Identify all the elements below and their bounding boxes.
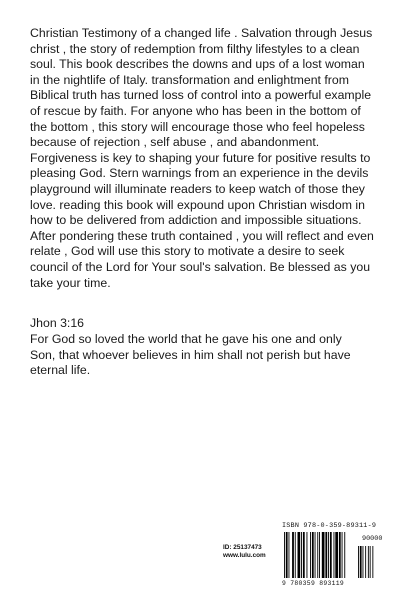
barcode-bar	[303, 532, 305, 578]
barcode-bar	[284, 532, 285, 578]
barcode-bar	[330, 532, 332, 578]
verse-reference: Jhon 3:16	[30, 316, 85, 330]
book-blurb: Christian Testimony of a changed life . Salvation through Jesus christ , the story of redemption from filthy lifestyles to a clean soul. This book describes the downs and ups of a lost woman in the nightlife of Italy. transformation and enlightment from Biblical truth has turned loss of control into a powerful example of rescue by faith. For anyone who has been in the bottom of the bottom , this story will encourage those who feel hopeless because of rejection , self abuse , and abandonment. Forgiveness is key to shaping your future for positive results to pleasing God. Stern warnings from an experience in the devils playground will illuminate readers to keep watch of those they love. reading this book will expound upon Christian wisdom in how to be delivered from addiction and impossible situations. After pondering these truth contained , you will reflect and even relate , God will use this story to motivate a desire to seek council of the Lord for Your soul's salvation. Be blessed as you take your time.	[30, 26, 374, 290]
publisher-id: ID: 25137473	[223, 544, 262, 551]
price-code: 90000	[362, 535, 383, 543]
isbn-label: ISBN 978-0-359-89311-9	[282, 522, 377, 530]
barcode-bar	[325, 532, 327, 578]
barcode-bar	[289, 532, 290, 578]
barcode-bar	[295, 532, 296, 578]
addon-barcode-bar	[368, 546, 369, 578]
barcode-digits: 9 780359 893119	[282, 580, 345, 587]
addon-barcode-bar	[358, 546, 359, 578]
addon-barcode-bar	[365, 546, 366, 578]
barcode-bars	[282, 532, 377, 580]
addon-barcode-bar	[372, 546, 373, 578]
barcode-bar	[315, 532, 316, 578]
barcode-bar	[312, 532, 314, 578]
verse-text: For God so loved the world that he gave his one and only Son, that whoever believes in him shall not perish but have eternal life.	[30, 332, 351, 378]
barcode-bar	[286, 532, 288, 578]
barcode-bar	[298, 532, 301, 578]
barcode-bar	[335, 532, 338, 578]
addon-barcode-bar	[370, 546, 371, 578]
barcode-bar	[307, 532, 308, 578]
barcode-bar	[328, 532, 329, 578]
barcode-bar	[342, 532, 343, 578]
publisher-website: www.lulu.com	[223, 552, 266, 559]
isbn-barcode	[282, 522, 383, 588]
barcode-bar	[319, 532, 320, 578]
barcode-bar	[292, 532, 294, 578]
addon-barcode-bar	[363, 546, 364, 578]
publisher-block	[223, 544, 271, 560]
barcode-bar	[339, 532, 341, 578]
barcode-bar	[301, 532, 302, 578]
barcode-bar	[310, 532, 311, 578]
addon-barcode-bar	[360, 546, 362, 578]
barcode-bar	[317, 532, 318, 578]
barcode-bar	[334, 532, 335, 578]
barcode-bar	[344, 532, 345, 578]
barcode-bar	[322, 532, 325, 578]
